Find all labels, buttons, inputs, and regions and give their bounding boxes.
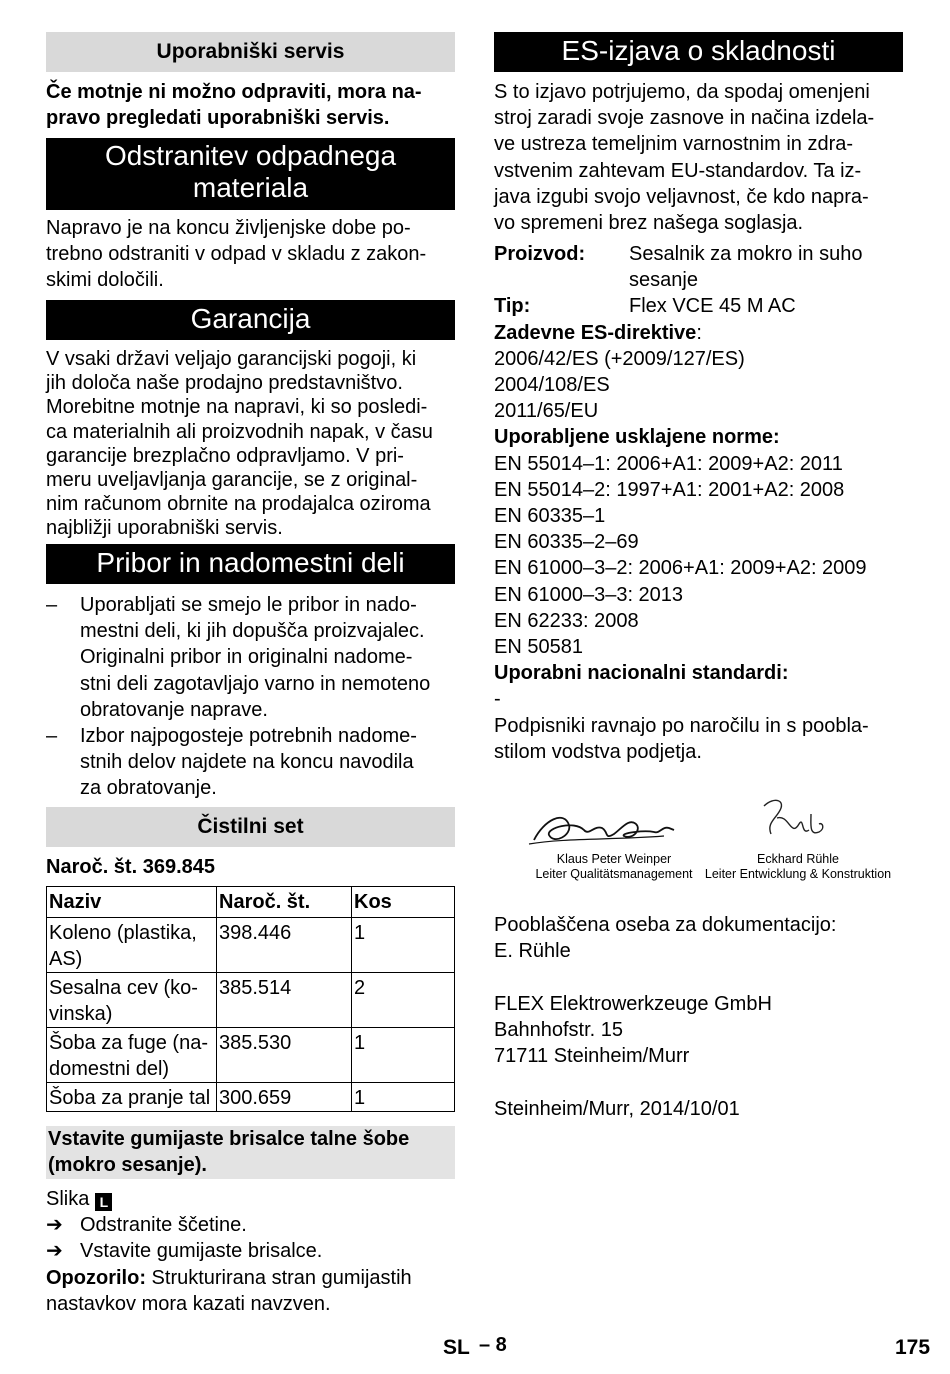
declaration-heading: ES-izjava o skladnosti bbox=[494, 32, 903, 72]
parts-table bbox=[46, 886, 455, 1112]
company-line: 71711 Steinheim/Murr bbox=[494, 1045, 690, 1068]
company-line: Bahnhofstr. 15 bbox=[494, 1019, 623, 1042]
warning-note-line: nastavkov mora kazati navzven. bbox=[46, 1292, 331, 1315]
directive-item: 2006/42/ES (+2009/127/ES) bbox=[494, 347, 745, 370]
table-cell-qty: 1 bbox=[352, 1028, 455, 1083]
cell-line: Koleno (plastika, bbox=[49, 922, 197, 944]
intro-line: java izgubi svojo veljavnost, če kdo napra- bbox=[494, 185, 869, 208]
table-row bbox=[47, 973, 455, 1028]
signature-weinper-image bbox=[524, 800, 684, 854]
directive-item: 2011/65/EU bbox=[494, 400, 599, 423]
directive-item: 2004/108/ES bbox=[494, 374, 610, 397]
warranty-text-line: jih določa naše prodajno predstavništvo. bbox=[46, 372, 403, 395]
directives-heading bbox=[494, 320, 903, 346]
accessories-list bbox=[46, 592, 455, 802]
figure-l-icon: L bbox=[95, 1193, 112, 1211]
table-row bbox=[47, 1028, 455, 1083]
list-item bbox=[46, 723, 455, 802]
table-header-cell: Naroč. št. bbox=[217, 887, 352, 918]
warning-note bbox=[46, 1265, 455, 1291]
table-row bbox=[47, 918, 455, 973]
warning-label: Opozorilo: bbox=[46, 1266, 146, 1289]
intro-line: S to izjavo potrjujemo, da spodaj omenjeni bbox=[494, 81, 870, 103]
place-date: Steinheim/Murr, 2014/10/01 bbox=[494, 1098, 740, 1120]
disposal-text-line: trebno odstraniti v odpad v skladu z zakon- bbox=[46, 243, 427, 266]
norm-item: EN 55014–1: 2006+A1: 2009+A2: 2011 bbox=[494, 452, 843, 475]
product-value-line: Sesalnik za mokro in suho bbox=[629, 243, 863, 265]
accessories-heading: Pribor in nadomestni deli bbox=[46, 544, 455, 584]
table-cell-name: Šoba za pranje tal bbox=[47, 1083, 217, 1112]
norms-heading: Uporabljene usklajene norme: bbox=[494, 426, 780, 449]
arrow-right-icon: ➔ bbox=[46, 1240, 63, 1263]
disposal-text-line: Napravo je na koncu življenjske dobe po- bbox=[46, 217, 411, 239]
list-item-line: mestni deli, ki jih dopušča proizvajalec. bbox=[80, 620, 425, 643]
type-row bbox=[494, 293, 903, 319]
authorized-label: Pooblaščena oseba za dokumentacijo: bbox=[494, 914, 837, 936]
norm-item: EN 62233: 2008 bbox=[494, 609, 639, 632]
table-header-row bbox=[47, 887, 455, 918]
insert-wipers-line: (mokro sesanje). bbox=[48, 1154, 207, 1176]
signer-role: Leiter Entwicklung & Konstruktion bbox=[704, 867, 892, 881]
disposal-heading-line: Odstranitev odpadnega bbox=[104, 140, 397, 171]
signer-name: Eckhard Rühle bbox=[757, 852, 839, 866]
signers-text-line: stilom vodstva podjetja. bbox=[494, 740, 702, 763]
list-dash: – bbox=[46, 725, 58, 748]
table-header-cell: Kos bbox=[352, 887, 455, 918]
table-cell-name bbox=[47, 918, 217, 973]
declaration-specs bbox=[494, 241, 903, 765]
warranty-text-line: garancije brezplačno odpravljamo. V pri- bbox=[46, 444, 404, 467]
table-row bbox=[47, 1083, 455, 1112]
order-number: Naroč. št. 369.845 bbox=[46, 856, 215, 878]
list-item-line: stnih delov najdete na koncu navodila bbox=[80, 751, 414, 774]
national-standards-value: - bbox=[494, 688, 501, 711]
disposal-text-line: skimi določili. bbox=[46, 269, 164, 292]
type-label: Tip: bbox=[494, 295, 531, 318]
list-item-line: za obratovanje. bbox=[80, 777, 217, 800]
cell-line: vinska) bbox=[49, 1003, 113, 1025]
national-standards-heading: Uporabni nacionalni standardi: bbox=[494, 662, 789, 685]
table-cell-order: 300.659 bbox=[217, 1083, 352, 1112]
list-item-line: Uporabljati se smejo le pribor in nado- bbox=[80, 594, 417, 616]
product-value-line: sesanje bbox=[629, 269, 698, 292]
cleaning-set-heading: Čistilni set bbox=[46, 807, 455, 847]
intro-line: ve ustreza temeljnim varnostnim in zdra- bbox=[494, 133, 854, 156]
warranty-text bbox=[46, 347, 455, 541]
signer-name: Klaus Peter Weinper bbox=[556, 852, 672, 866]
table-cell-qty: 1 bbox=[352, 918, 455, 973]
figure-label: Slika bbox=[46, 1188, 90, 1210]
warranty-heading: Garancija bbox=[46, 300, 455, 340]
list-item-line: stni deli zagotavljajo varno in nemoteno bbox=[80, 672, 431, 695]
company-line: FLEX Elektrowerkzeuge GmbH bbox=[494, 993, 772, 1015]
insert-wipers-line: Vstavite gumijaste brisalce talne šobe bbox=[48, 1128, 410, 1150]
instructions bbox=[46, 1186, 455, 1317]
service-heading: Uporabniški servis bbox=[46, 32, 455, 72]
list-item-line: Izbor najpogosteje potrebnih nadome- bbox=[80, 725, 417, 748]
list-item-line: obratovanje naprave. bbox=[80, 698, 268, 721]
signer-role: Leiter Qualitätsmanagement bbox=[535, 867, 693, 881]
directives-colon: : bbox=[696, 321, 702, 344]
company-address bbox=[494, 991, 903, 1070]
warranty-text-line: nim računom obrnite na prodajalca oziroma bbox=[46, 493, 431, 516]
cell-line: AS) bbox=[49, 948, 83, 970]
intro-line: vstvenim zahtevam EU-standardov. Ta iz- bbox=[494, 159, 862, 182]
cell-line: Sesalna cev (ko- bbox=[49, 977, 198, 999]
cell-line: domestni del) bbox=[49, 1058, 170, 1080]
step-text: Vstavite gumijaste brisalce. bbox=[80, 1240, 323, 1263]
service-text-line: Če motnje ni možno odpraviti, mora na- bbox=[46, 81, 422, 103]
norm-item: EN 60335–2–69 bbox=[494, 531, 639, 554]
parts-table-wrap bbox=[46, 886, 455, 1112]
step-text: Odstranite ščetine. bbox=[80, 1214, 247, 1237]
intro-line: vo spremeni brez našega soglasja. bbox=[494, 212, 804, 235]
declaration-intro bbox=[494, 79, 903, 236]
table-cell-order: 385.514 bbox=[217, 973, 352, 1028]
footer-local-page: – 8 bbox=[479, 1334, 507, 1356]
disposal-text bbox=[46, 215, 455, 294]
signature-ruehle-image bbox=[749, 794, 839, 850]
product-value bbox=[629, 241, 862, 293]
service-text-line: pravo pregledati uporabniški servis. bbox=[46, 107, 390, 130]
figure-reference bbox=[46, 1186, 455, 1212]
norm-item: EN 55014–2: 1997+A1: 2001+A2: 2008 bbox=[494, 478, 845, 501]
list-dash: – bbox=[46, 594, 58, 616]
footer-page-number: 175 bbox=[895, 1336, 931, 1359]
warranty-text-line: ca materialnih ali proizvodnih napak, v času bbox=[46, 420, 433, 443]
list-item bbox=[46, 592, 455, 723]
authorized-person bbox=[494, 912, 903, 964]
warning-text: Strukturirana stran gumijastih bbox=[145, 1266, 412, 1289]
table-cell-order: 398.446 bbox=[217, 918, 352, 973]
disposal-heading-line: materiala bbox=[192, 172, 309, 203]
warranty-text-line: najbližji uporabniški servis. bbox=[46, 517, 283, 540]
step-item bbox=[46, 1238, 455, 1264]
arrow-right-icon: ➔ bbox=[46, 1214, 63, 1237]
cell-line: Šoba za fuge (na- bbox=[49, 1032, 208, 1054]
warranty-text-line: Morebitne motnje na napravi, ki so posledi- bbox=[46, 396, 428, 419]
intro-line: stroj zaradi svoje zasnove in načina izdela- bbox=[494, 107, 875, 130]
table-cell-name bbox=[47, 1028, 217, 1083]
table-cell-qty: 1 bbox=[352, 1083, 455, 1112]
step-item bbox=[46, 1212, 455, 1238]
table-cell-order: 385.530 bbox=[217, 1028, 352, 1083]
list-item-line: Originalni pribor in originalni nadome- bbox=[80, 646, 413, 669]
norm-item: EN 61000–3–3: 2013 bbox=[494, 583, 684, 606]
footer-language: SL bbox=[443, 1336, 470, 1359]
product-row bbox=[494, 241, 903, 293]
signers-text-line: Podpisniki ravnajo po naročilu in s poobla- bbox=[494, 714, 869, 737]
warranty-text-line: meru uveljavljanja garancije, se z original- bbox=[46, 469, 418, 492]
disposal-heading bbox=[46, 138, 455, 210]
directives-label: Zadevne ES-direktive bbox=[494, 321, 697, 344]
table-cell-qty: 2 bbox=[352, 973, 455, 1028]
signature-ruehle bbox=[698, 852, 898, 882]
table-cell-name bbox=[47, 973, 217, 1028]
warranty-text-line: V vsaki državi veljajo garancijski pogoji, ki bbox=[46, 348, 417, 370]
norm-item: EN 50581 bbox=[494, 636, 583, 659]
service-text bbox=[46, 79, 455, 131]
authorized-name: E. Rühle bbox=[494, 940, 571, 963]
table-header-cell: Naziv bbox=[47, 887, 217, 918]
signature-weinper bbox=[514, 852, 714, 882]
norm-item: EN 60335–1 bbox=[494, 505, 606, 528]
norm-item: EN 61000–3–2: 2006+A1: 2009+A2: 2009 bbox=[494, 557, 867, 580]
insert-wipers-heading bbox=[46, 1126, 455, 1179]
product-label: Proizvod: bbox=[494, 243, 586, 265]
type-value: Flex VCE 45 M AC bbox=[629, 295, 796, 318]
